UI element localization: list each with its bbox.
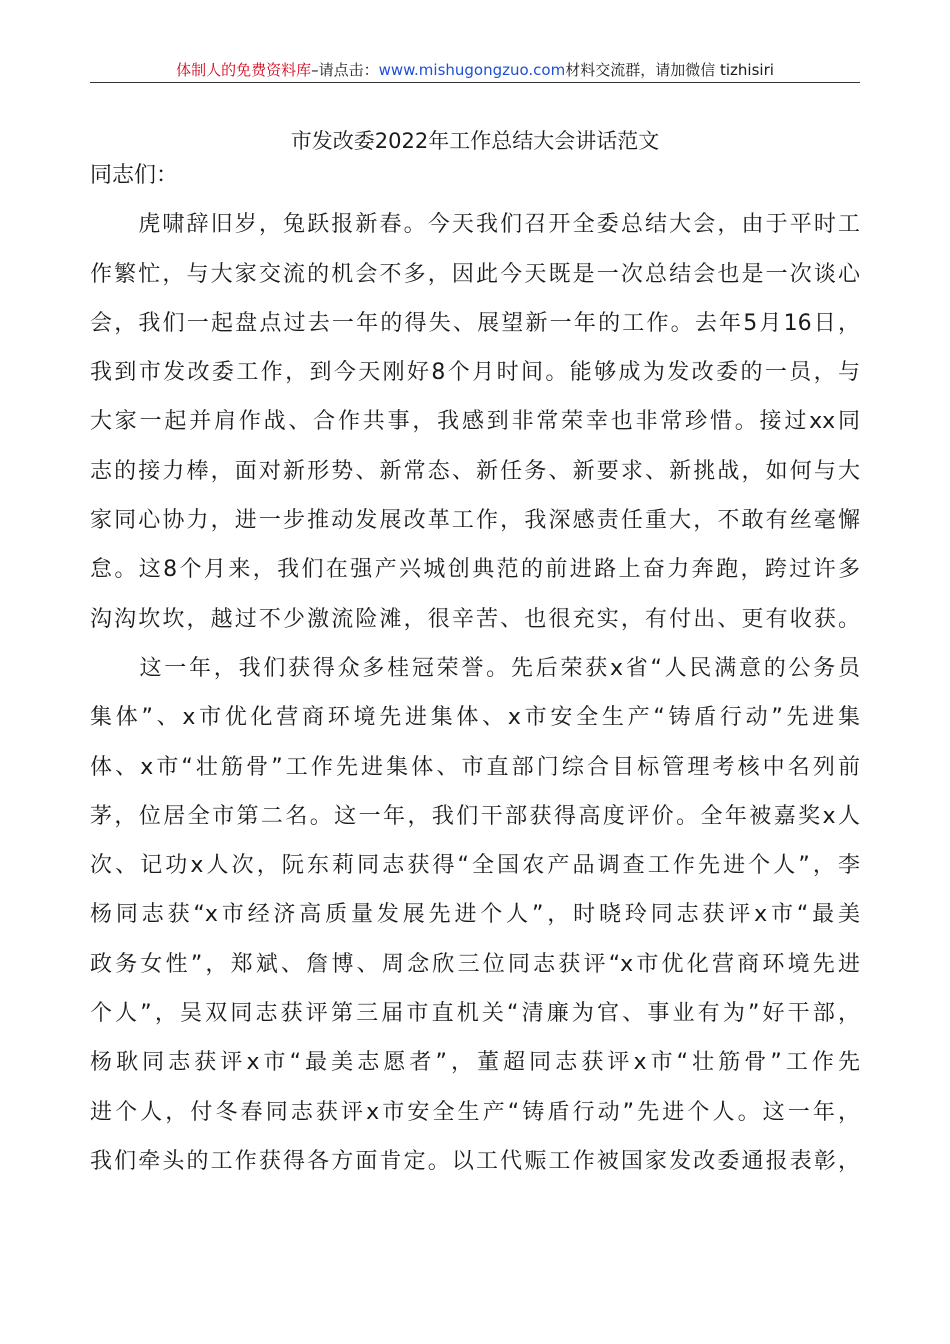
body-line: 杨耿同志获评x市“最美志愿者”，董超同志获评x市“壮筋骨”工作先 [90,1050,860,1076]
body-line: 大家一起并肩作战、合作共事，我感到非常荣幸也非常珍惜。接过xx同 [90,409,860,435]
body-line: 政务女性”，郑斌、詹博、周念欣三位同志获评“x市优化营商环境先进 [90,951,860,977]
header-divider [90,82,860,83]
body-line: 茅，位居全市第二名。这一年，我们干部获得高度评价。全年被嘉奖x人 [90,803,860,829]
body-line: 作繁忙，与大家交流的机会不多，因此今天既是一次总结会也是一次谈心 [90,261,860,287]
body-line: 志的接力棒，面对新形势、新常态、新任务、新要求、新挑战，如何与大 [90,458,860,484]
body-line: 会，我们一起盘点过去一年的得失、展望新一年的工作。去年5月16日， [90,310,860,336]
body-line: 怠。这8个月来，我们在强产兴城创典范的前进路上奋力奔跑，跨过许多 [90,557,860,583]
body-line: 虎啸辞旧岁，兔跃报新春。今天我们召开全委总结大会，由于平时工 [90,212,860,238]
body-line: 体、x市“壮筋骨”工作先进集体、市直部门综合目标管理考核中名列前 [90,754,860,780]
body-line: 这一年，我们获得众多桂冠荣誉。先后荣获x省“人民满意的公务员 [90,655,860,681]
body-line: 我们牵头的工作获得各方面肯定。以工代赈工作被国家发改委通报表彰， [90,1148,860,1174]
document-body [90,151,860,1186]
body-line: 次、记功x人次，阮东莉同志获得“全国农产品调查工作先进个人”，李 [90,853,860,879]
greeting-line: 同志们： [90,163,179,188]
body-line: 集体”、x市优化营商环境先进集体、x市安全生产“铸盾行动”先进集 [90,705,860,731]
body-line: 个人”，吴双同志获评第三届市直机关“清廉为官、事业有为”好干部， [90,1001,860,1027]
header-library-name: 体制人的免费资料库 [176,61,312,79]
header-url-link[interactable]: www.mishugongzuo.com [378,61,566,79]
body-line: 杨同志获“x市经济高质量发展先进个人”，时晓玲同志获评x市“最美 [90,902,860,928]
body-line: 我到市发改委工作，到今天刚好8个月时间。能够成为发改委的一员，与 [90,360,860,386]
page-header [90,58,860,82]
header-prompt: –请点击： [311,61,379,79]
body-line: 家同心协力，进一步推动发展改革工作，我深感责任重大，不敢有丝毫懈 [90,508,860,534]
document-title: 市发改委2022年工作总结大会讲话范文 [290,129,660,153]
body-line: 沟沟坎坎，越过不少激流险滩，很辛苦、也很充实，有付出、更有收获。 [90,606,860,632]
body-line: 进个人，付冬春同志获评x市安全生产“铸盾行动”先进个人。这一年， [90,1099,860,1125]
header-contact-note: 材料交流群，请加微信 tizhisiri [565,61,774,79]
